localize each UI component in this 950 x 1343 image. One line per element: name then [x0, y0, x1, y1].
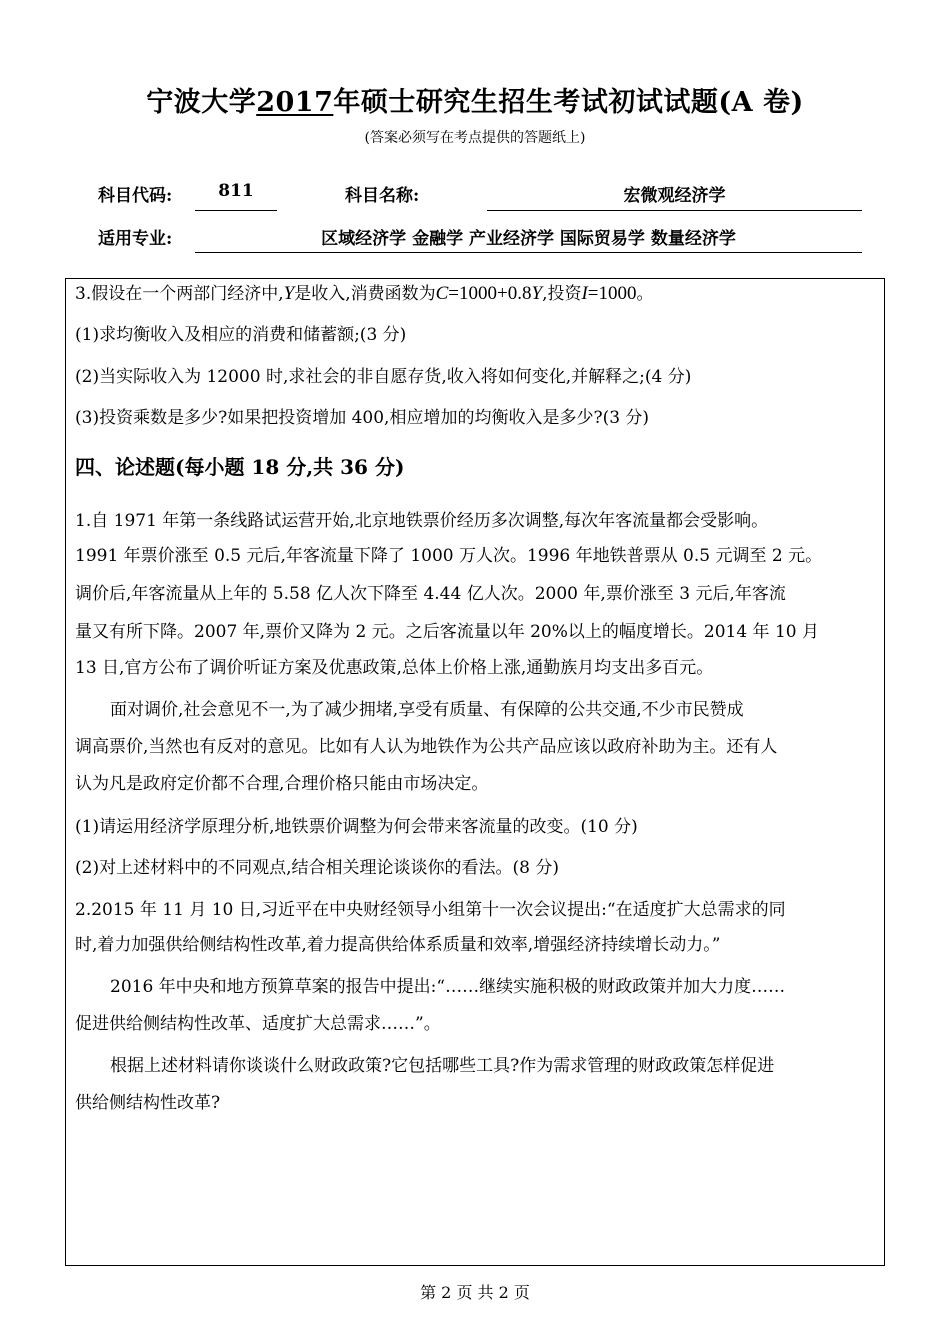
essay1-part2: (2)对上述材料中的不同观点,结合相关理论谈谈你的看法。(8 分): [75, 858, 559, 878]
section-4-heading: 四、论述题(每小题 18 分,共 36 分): [75, 455, 405, 479]
q3-part3: (3)投资乘数是多少?如果把投资增加 400,相应增加的均衡收入是多少?(3 分): [75, 408, 650, 428]
q3-part1: (1)求均衡收入及相应的消费和储蓄额;(3 分): [75, 325, 407, 345]
major-underline: [195, 252, 862, 253]
subject-name-value: 宏微观经济学: [623, 186, 726, 206]
exam-title: 宁波大学2017年硕士研究生招生考试初试试题(A 卷): [146, 87, 804, 118]
subject-code-value: 811: [218, 181, 254, 201]
q3-part2: (2)当实际收入为 12000 时,求社会的非自愿存货,收入将如何变化,并解释之;(4 分): [75, 367, 692, 387]
name-underline: [487, 210, 862, 211]
major-label: 适用专业:: [98, 229, 173, 249]
subject-name-label: 科目名称:: [345, 186, 420, 206]
essay1-line: 调价后,年客流量从上年的 5.58 亿人次下降至 4.44 亿人次。2000 年,票价涨至 3 元后,年客流: [75, 584, 786, 604]
essay1-line: 1.自 1971 年第一条线路试运营开始,北京地铁票价经历多次调整,每次年客流量都会受影响。: [75, 511, 769, 531]
answer-note: (答案必须写在考点提供的答题纸上): [364, 130, 586, 146]
essay1-line: 调高票价,当然也有反对的意见。比如有人认为地铁作为公共产品应该以政府补助为主。还有人: [75, 737, 778, 757]
essay1-line: 量又有所下降。2007 年,票价又降为 2 元。之后客流量以年 20%以上的幅度增长。2014 年 10 月: [75, 622, 819, 642]
essay1-part1: (1)请运用经济学原理分析,地铁票价调整为何会带来客流量的改变。(10 分): [75, 817, 638, 837]
q3-stem: 3.假设在一个两部门经济中,Y是收入,消费函数为C=1000+0.8Y,投资I=1000。: [75, 283, 654, 304]
essay2-line: 时,着力加强供给侧结构性改革,着力提高供给体系质量和效率,增强经济持续增长动力。”: [75, 935, 721, 955]
subject-code-label: 科目代码:: [98, 186, 173, 206]
essay2-line: 供给侧结构性改革?: [75, 1093, 221, 1113]
page-number: 第 2 页 共 2 页: [420, 1283, 530, 1302]
code-underline: [195, 210, 277, 211]
exam-year: 2017: [256, 87, 334, 118]
essay2-line: 2016 年中央和地方预算草案的报告中提出:“……继续实施积极的财政政策并加大力度……: [110, 977, 786, 997]
essay1-line: 1991 年票价涨至 0.5 元后,年客流量下降了 1000 万人次。1996 年地铁普票从 0.5 元调至 2 元。: [75, 546, 823, 566]
essay1-line: 认为凡是政府定价都不合理,合理价格只能由市场决定。: [75, 774, 489, 794]
essay1-line: 13 日,官方公布了调价听证方案及优惠政策,总体上价格上涨,通勤族月均支出多百元。: [75, 658, 714, 678]
essay2-line: 2.2015 年 11 月 10 日,习近平在中央财经领导小组第十一次会议提出:“在适度扩大总需求的同: [75, 900, 786, 920]
essay2-line: 根据上述材料请你谈谈什么财政政策?它包括哪些工具?作为需求管理的财政政策怎样促进: [110, 1056, 775, 1076]
major-value: 区域经济学 金融学 产业经济学 国际贸易学 数量经济学: [321, 229, 736, 249]
essay2-line: 促进供给侧结构性改革、适度扩大总需求……”。: [75, 1014, 441, 1034]
essay1-line: 面对调价,社会意见不一,为了减少拥堵,享受有质量、有保障的公共交通,不少市民赞成: [110, 700, 744, 720]
